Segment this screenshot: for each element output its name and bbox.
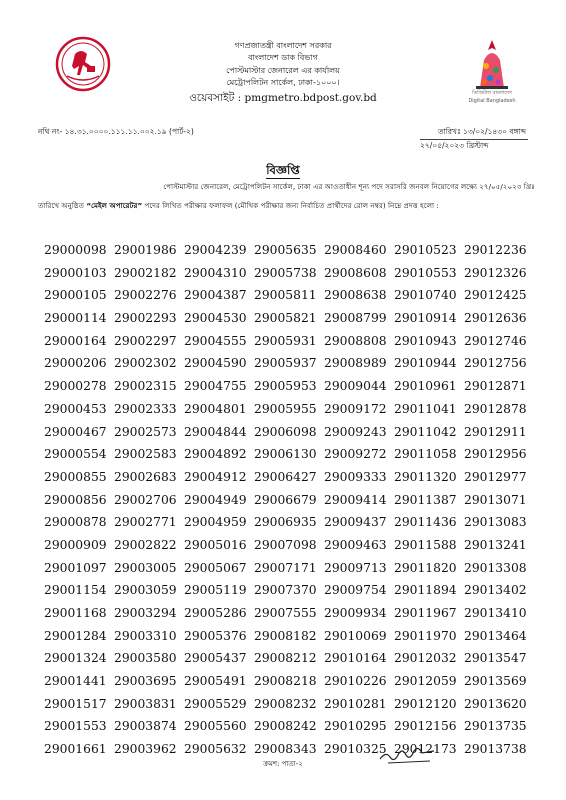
- roll-number: 29012871: [464, 379, 527, 394]
- roll-number: 29013083: [464, 515, 527, 530]
- roll-number: 29004530: [184, 311, 247, 326]
- roll-number: 29011042: [394, 424, 457, 439]
- header-line-address: মেট্রোপলিটন সার্কেল, ঢাকা-১০০০।: [226, 78, 340, 88]
- roll-number: 29011588: [394, 537, 457, 552]
- roll-number: 29012236: [464, 243, 527, 257]
- roll-number: 29010325: [324, 742, 387, 757]
- roll-number: 29002297: [114, 333, 177, 348]
- roll-number: 29012878: [464, 401, 527, 416]
- roll-number: 29011820: [394, 560, 457, 575]
- roll-number: 29005286: [184, 606, 247, 620]
- roll-number: 29010944: [394, 356, 457, 371]
- roll-number: 29000278: [44, 379, 107, 394]
- roll-number: 29006427: [254, 469, 317, 484]
- roll-number: 29004755: [184, 379, 247, 394]
- roll-number: 29006098: [254, 424, 317, 439]
- roll-number: 29012032: [394, 651, 457, 666]
- roll-number: 29000164: [44, 333, 107, 348]
- post-name: “মেইল অপারেটর”: [86, 201, 143, 210]
- roll-number: 29001168: [44, 606, 107, 620]
- roll-number: 29011970: [394, 628, 457, 643]
- roll-number: 29003059: [114, 583, 177, 598]
- roll-number: 29010523: [394, 243, 457, 257]
- roll-number: 29011041: [394, 401, 457, 416]
- roll-number: 29001661: [44, 742, 107, 757]
- roll-number: 29001441: [44, 674, 107, 689]
- roll-number: 29005937: [254, 356, 317, 371]
- memo-date-gregorian: ২৭/০৫/২০২৩ খ্রিস্টাব্দ: [420, 141, 489, 150]
- date-label: তারিখঃ: [437, 127, 461, 136]
- roll-number: 29005953: [254, 379, 317, 394]
- date-divider: [420, 139, 528, 140]
- roll-number: 29007171: [254, 560, 317, 575]
- roll-number: 29003580: [114, 651, 177, 666]
- roll-number: 29000554: [44, 447, 107, 462]
- roll-number: 29009754: [324, 583, 387, 598]
- notice-paragraph-line-2: তারিখে অনুষ্ঠিত “মেইল অপারেটর” পদের লিখিত পরীক্ষার ফলাফল (মৌখিক পরীক্ষার জন্য নির্বাচিত প্রার্থীদের রোল নম্বর) নিম্নে প্রদত্ত হলো :: [38, 201, 439, 210]
- roll-number: 29002573: [114, 424, 177, 439]
- office-header: [0, 40, 566, 105]
- roll-number: 29005437: [184, 651, 247, 666]
- roll-number: 29013410: [464, 606, 527, 620]
- roll-number: 29013402: [464, 583, 527, 598]
- roll-number: 29009463: [324, 537, 387, 552]
- roll-number: 29005635: [254, 243, 317, 257]
- roll-number: 29001324: [44, 651, 107, 666]
- roll-number: 29005529: [184, 696, 247, 711]
- roll-number: 29000206: [44, 356, 107, 371]
- roll-number: 29009044: [324, 379, 387, 394]
- roll-number: 29005931: [254, 333, 317, 348]
- roll-number: 29008799: [324, 311, 387, 326]
- roll-number: 29001553: [44, 719, 107, 734]
- roll-number: 29009172: [324, 401, 387, 416]
- roll-number: 29001284: [44, 628, 107, 643]
- roll-number: 29001986: [114, 243, 177, 257]
- roll-number: 29004801: [184, 401, 247, 416]
- roll-number: 29003874: [114, 719, 177, 734]
- roll-number: 29012156: [394, 719, 457, 734]
- roll-number: 29009414: [324, 492, 387, 507]
- roll-number: 29004239: [184, 243, 247, 257]
- roll-number: 29012120: [394, 696, 457, 711]
- roll-number: 29002583: [114, 447, 177, 462]
- roll-number: 29003294: [114, 606, 177, 620]
- roll-number: 29013735: [464, 719, 527, 734]
- roll-number: 29013569: [464, 674, 527, 689]
- roll-number: 29003005: [114, 560, 177, 575]
- roll-number: 29010553: [394, 265, 457, 280]
- roll-number: 29013071: [464, 492, 527, 507]
- roll-number: 29010281: [324, 696, 387, 711]
- roll-number: 29009272: [324, 447, 387, 462]
- roll-number: 29002771: [114, 515, 177, 530]
- roll-number: 29010295: [324, 719, 387, 734]
- roll-number: 29012173: [394, 742, 457, 757]
- roll-number: 29008218: [254, 674, 317, 689]
- header-line-government: গণপ্রজাতন্ত্রী বাংলাদেশ সরকার: [234, 41, 332, 50]
- roll-number: 29003962: [114, 742, 177, 757]
- roll-number: 29011436: [394, 515, 457, 530]
- roll-number: 29007098: [254, 537, 317, 552]
- signature: [378, 741, 436, 767]
- roll-number: 29012425: [464, 288, 527, 303]
- roll-number: 29000453: [44, 401, 107, 416]
- roll-number: 29010164: [324, 651, 387, 666]
- roll-number: 29006130: [254, 447, 317, 462]
- roll-number: 29008808: [324, 333, 387, 348]
- roll-number: 29005119: [184, 583, 247, 598]
- roll-number: 29004590: [184, 356, 247, 371]
- digital-bangladesh-caption: ডিজিটাল বাংলাদেশ Digital Bangladesh: [468, 90, 516, 104]
- header-line-department: বাংলাদেশ ডাক বিভাগ: [248, 53, 318, 63]
- roll-number: 29003695: [114, 674, 177, 689]
- roll-number: 29008608: [324, 265, 387, 280]
- roll-number: 29008638: [324, 288, 387, 303]
- roll-number: 29011058: [394, 447, 457, 462]
- roll-number: 29002293: [114, 311, 177, 326]
- roll-number: 29005632: [184, 742, 247, 757]
- roll-number: 29004387: [184, 288, 247, 303]
- roll-number: 29013308: [464, 560, 527, 575]
- roll-number: 29008989: [324, 356, 387, 371]
- roll-number: 29000909: [44, 537, 107, 552]
- roll-number: 29012956: [464, 447, 527, 462]
- roll-number: 29005738: [254, 265, 317, 280]
- roll-number: 29002333: [114, 401, 177, 416]
- roll-number: 29013620: [464, 696, 527, 711]
- roll-number: 29009437: [324, 515, 387, 530]
- roll-number: 29010740: [394, 288, 457, 303]
- roll-number: 29008212: [254, 651, 317, 666]
- roll-number: 29000105: [44, 288, 107, 303]
- roll-number: 29002302: [114, 356, 177, 371]
- continued-page-note: ক্রমশ: পাতা-২: [263, 760, 303, 768]
- roll-number: 29004912: [184, 469, 247, 484]
- roll-number: 29002276: [114, 288, 177, 303]
- roll-number: 29006935: [254, 515, 317, 530]
- roll-number: 29010961: [394, 379, 457, 394]
- roll-number: 29010069: [324, 628, 387, 643]
- roll-number: 29004844: [184, 424, 247, 439]
- roll-number-grid: [44, 239, 536, 761]
- roll-number: 29013464: [464, 628, 527, 643]
- roll-number: 29001154: [44, 583, 107, 598]
- roll-number: 29000856: [44, 492, 107, 507]
- roll-number: 29000098: [44, 243, 107, 257]
- roll-number: 29009333: [324, 469, 387, 484]
- roll-number: 29000855: [44, 469, 107, 484]
- roll-number: 29000467: [44, 424, 107, 439]
- roll-number: 29005811: [254, 288, 317, 303]
- roll-number: 29005067: [184, 560, 247, 575]
- roll-number: 29000114: [44, 311, 107, 326]
- roll-number: 29008182: [254, 628, 317, 643]
- roll-number: 29013738: [464, 742, 527, 757]
- roll-number: 29005560: [184, 719, 247, 734]
- roll-number: 29012911: [464, 424, 527, 439]
- roll-number: 29001097: [44, 560, 107, 575]
- roll-number: 29002683: [114, 469, 177, 484]
- roll-number: 29000878: [44, 515, 107, 530]
- roll-number: 29002182: [114, 265, 177, 280]
- memo-number: নথি নং- ১৪.৩১.০০০০.১১১.১১.০০২.১৯ (পার্ট-২): [38, 127, 194, 136]
- roll-number: 29004959: [184, 515, 247, 530]
- roll-number: 29012059: [394, 674, 457, 689]
- roll-number: 29010914: [394, 311, 457, 326]
- roll-number: 29005955: [254, 401, 317, 416]
- roll-number: 29005491: [184, 674, 247, 689]
- roll-number: 29008242: [254, 719, 317, 734]
- notice-paragraph-line-1: পোস্টমাস্টার জেনারেল, মেট্রোপলিটন সার্কেল, ঢাকা এর আওতাধীন শূন্য পদে সরাসরি জনবল নিয়োগের লক্ষ্যে ২৭/০৫/২০২৩ খ্রিঃ: [163, 182, 535, 191]
- roll-number: 29005016: [184, 537, 247, 552]
- roll-number: 29010226: [324, 674, 387, 689]
- roll-number: 29001517: [44, 696, 107, 711]
- roll-number: 29003310: [114, 628, 177, 643]
- roll-number: 29004892: [184, 447, 247, 462]
- roll-number: 29009713: [324, 560, 387, 575]
- roll-number: 29009243: [324, 424, 387, 439]
- roll-number: 29012756: [464, 356, 527, 371]
- roll-number: 29011967: [394, 606, 457, 620]
- header-website: ওয়েবসাইট : pmgmetro.bdpost.gov.bd: [189, 91, 377, 104]
- roll-number: 29004310: [184, 265, 247, 280]
- notice-title: বিজ্ঞপ্তি: [266, 163, 300, 177]
- roll-number: 29013547: [464, 651, 527, 666]
- date-bangla-value: ১৩/০২/১৪৩০ বঙ্গাব্দ: [462, 127, 526, 136]
- roll-number: 29004949: [184, 492, 247, 507]
- roll-number: 29000103: [44, 265, 107, 280]
- roll-number: 29011387: [394, 492, 457, 507]
- roll-number: 29013241: [464, 537, 527, 552]
- roll-number: 29008343: [254, 742, 317, 757]
- roll-number: 29007370: [254, 583, 317, 598]
- memo-date-bangla: [438, 127, 526, 139]
- roll-number: 29012977: [464, 469, 527, 484]
- roll-number: 29011320: [394, 469, 457, 484]
- roll-number: 29012326: [464, 265, 527, 280]
- roll-number: 29003831: [114, 696, 177, 711]
- roll-number: 29002706: [114, 492, 177, 507]
- roll-number: 29007555: [254, 606, 317, 620]
- roll-number: 29002822: [114, 537, 177, 552]
- header-line-office: পোস্টমাস্টার জেনারেল এর কার্যালয়: [226, 65, 340, 75]
- roll-number: 29010943: [394, 333, 457, 348]
- roll-number: 29005821: [254, 311, 317, 326]
- roll-number: 29008232: [254, 696, 317, 711]
- roll-number: 29008460: [324, 243, 387, 257]
- roll-number: 29011894: [394, 583, 457, 598]
- roll-number: 29005376: [184, 628, 247, 643]
- roll-number: 29004555: [184, 333, 247, 348]
- roll-number: 29012636: [464, 311, 527, 326]
- roll-number: 29002315: [114, 379, 177, 394]
- roll-number: 29012746: [464, 333, 527, 348]
- roll-number: 29009934: [324, 606, 387, 620]
- roll-number: 29006679: [254, 492, 317, 507]
